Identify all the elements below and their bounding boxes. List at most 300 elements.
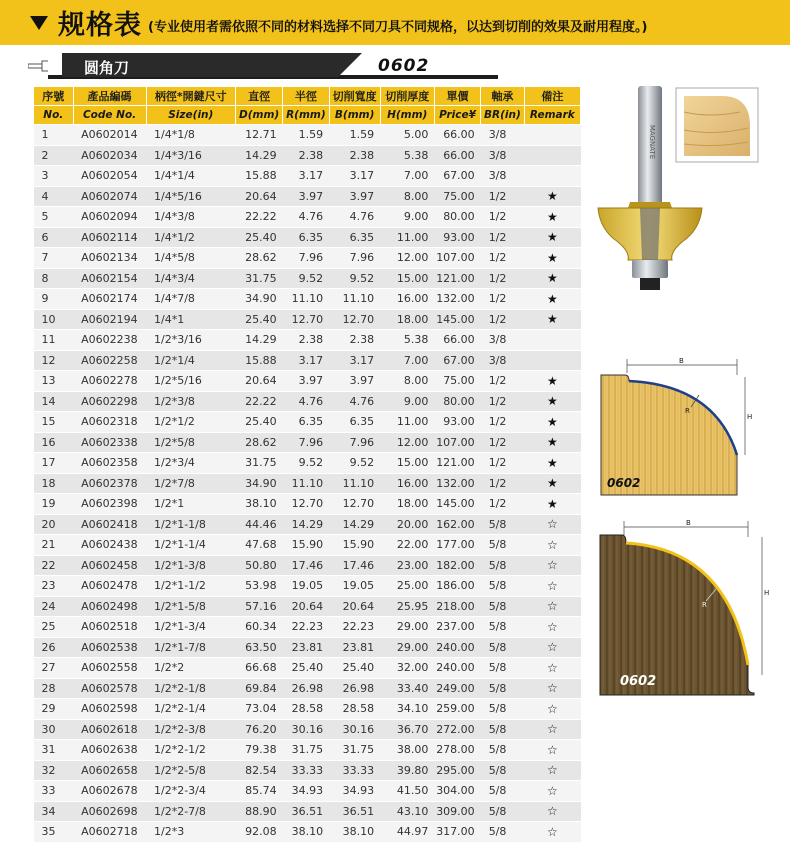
- spec-table: [33, 86, 581, 843]
- table-cell: 12.71: [236, 125, 283, 146]
- table-cell: 28.62: [236, 432, 283, 453]
- table-cell: 5/8: [481, 617, 525, 638]
- table-cell: 12.70: [283, 494, 329, 515]
- table-cell: 12.00: [380, 432, 434, 453]
- table-row: [34, 535, 581, 556]
- table-cell: 3/8: [481, 125, 525, 146]
- table-cell: 3/8: [481, 145, 525, 166]
- table-cell: 1/2: [481, 268, 525, 289]
- table-cell: 22.22: [236, 207, 283, 228]
- table-cell: 34.90: [236, 473, 283, 494]
- table-cell: 9: [34, 289, 74, 310]
- profile-diagram-small: [595, 355, 765, 500]
- table-row: [34, 145, 581, 166]
- table-cell: ★: [524, 289, 580, 310]
- table-cell: 9.52: [283, 453, 329, 474]
- table-cell: 1/2: [481, 309, 525, 330]
- table-cell: 38.10: [283, 822, 329, 843]
- table-cell: 1/2*3/16: [146, 330, 236, 351]
- table-cell: 132.00: [434, 473, 480, 494]
- table-cell: ☆: [524, 740, 580, 761]
- table-cell: 1/2*3/4: [146, 453, 236, 474]
- table-row: [34, 617, 581, 638]
- table-cell: 67.00: [434, 350, 480, 371]
- table-cell: 23: [34, 576, 74, 597]
- table-cell: 1/2*2-3/8: [146, 719, 236, 740]
- table-cell: ☆: [524, 637, 580, 658]
- table-cell: 12.70: [329, 309, 380, 330]
- table-row: [34, 514, 581, 535]
- table-cell: 1/2: [481, 453, 525, 474]
- table-cell: 36.51: [283, 801, 329, 822]
- table-cell: 5/8: [481, 576, 525, 597]
- table-body: [34, 125, 581, 843]
- table-cell: 5.00: [380, 125, 434, 146]
- table-row: [34, 125, 581, 146]
- table-cell: 33.40: [380, 678, 434, 699]
- table-row: [34, 309, 581, 330]
- triangle-down-icon: [30, 16, 48, 30]
- table-cell: 4.76: [283, 391, 329, 412]
- table-cell: 3.97: [329, 186, 380, 207]
- table-cell: 25.95: [380, 596, 434, 617]
- table-cell: 75.00: [434, 186, 480, 207]
- table-cell: A0602678: [73, 781, 146, 802]
- table-cell: 17.46: [283, 555, 329, 576]
- table-cell: 7.96: [283, 248, 329, 269]
- table-cell: 1/2*1-7/8: [146, 637, 236, 658]
- table-cell: 6.35: [329, 227, 380, 248]
- table-cell: 80.00: [434, 207, 480, 228]
- column-header-cn: 切削寬度: [329, 87, 380, 106]
- table-cell: 28: [34, 678, 74, 699]
- table-cell: 20.64: [329, 596, 380, 617]
- table-row: [34, 760, 581, 781]
- table-cell: 1/4*3/8: [146, 207, 236, 228]
- table-cell: 1: [34, 125, 74, 146]
- table-cell: 1/4*1: [146, 309, 236, 330]
- table-cell: 2.38: [283, 330, 329, 351]
- table-cell: 107.00: [434, 432, 480, 453]
- table-cell: 15.90: [329, 535, 380, 556]
- table-cell: A0602194: [73, 309, 146, 330]
- table-cell: 3.97: [283, 186, 329, 207]
- table-cell: 28.58: [329, 699, 380, 720]
- table-cell: 43.10: [380, 801, 434, 822]
- table-cell: 5/8: [481, 658, 525, 679]
- table-cell: 32.00: [380, 658, 434, 679]
- table-cell: 7.00: [380, 350, 434, 371]
- table-cell: 19.05: [329, 576, 380, 597]
- table-cell: A0602578: [73, 678, 146, 699]
- table-cell: 132.00: [434, 289, 480, 310]
- table-cell: ★: [524, 473, 580, 494]
- table-cell: ★: [524, 371, 580, 392]
- table-cell: 177.00: [434, 535, 480, 556]
- table-cell: 5.38: [380, 145, 434, 166]
- table-row: [34, 637, 581, 658]
- table-cell: 7.96: [283, 432, 329, 453]
- table-cell: 34.10: [380, 699, 434, 720]
- table-cell: 12.00: [380, 248, 434, 269]
- table-cell: 6.35: [283, 412, 329, 433]
- table-cell: 20.64: [283, 596, 329, 617]
- table-cell: A0602458: [73, 555, 146, 576]
- table-cell: 7.96: [329, 248, 380, 269]
- table-cell: 27: [34, 658, 74, 679]
- table-cell: [524, 166, 580, 187]
- table-cell: 80.00: [434, 391, 480, 412]
- table-cell: 6.35: [329, 412, 380, 433]
- table-cell: 4.76: [329, 391, 380, 412]
- banner-title: 规格表: [58, 10, 142, 41]
- table-cell: 34.93: [329, 781, 380, 802]
- table-cell: A0602318: [73, 412, 146, 433]
- table-cell: ★: [524, 432, 580, 453]
- title-banner: [0, 0, 790, 45]
- table-cell: [524, 330, 580, 351]
- table-cell: 5/8: [481, 637, 525, 658]
- table-cell: 304.00: [434, 781, 480, 802]
- diagram-model-small: 0602: [607, 476, 641, 490]
- table-cell: 38.10: [236, 494, 283, 515]
- table-cell: 67.00: [434, 166, 480, 187]
- table-cell: A0602538: [73, 637, 146, 658]
- table-cell: 1/2*1-1/2: [146, 576, 236, 597]
- table-cell: 4.76: [283, 207, 329, 228]
- column-header-en: R(mm): [283, 106, 329, 125]
- table-cell: 3.17: [283, 350, 329, 371]
- table-cell: 1.59: [329, 125, 380, 146]
- table-cell: 1/2*1-5/8: [146, 596, 236, 617]
- table-cell: 3/8: [481, 350, 525, 371]
- table-cell: 33.33: [329, 760, 380, 781]
- column-header-en: No.: [34, 106, 74, 125]
- table-cell: 121.00: [434, 268, 480, 289]
- table-cell: 1/4*1/2: [146, 227, 236, 248]
- table-cell: 107.00: [434, 248, 480, 269]
- table-cell: 240.00: [434, 658, 480, 679]
- table-cell: 14.29: [329, 514, 380, 535]
- dimension-h-label-small: H: [747, 413, 753, 421]
- table-cell: 7: [34, 248, 74, 269]
- table-cell: 1/2*2-1/8: [146, 678, 236, 699]
- table-cell: 41.50: [380, 781, 434, 802]
- column-header-en: D(mm): [236, 106, 283, 125]
- table-cell: A0602094: [73, 207, 146, 228]
- table-cell: 1/2: [481, 391, 525, 412]
- table-cell: 12.70: [329, 494, 380, 515]
- table-cell: 4.76: [329, 207, 380, 228]
- table-cell: 1/2*1-1/8: [146, 514, 236, 535]
- table-cell: 3.17: [329, 166, 380, 187]
- table-cell: A0602418: [73, 514, 146, 535]
- table-row: [34, 658, 581, 679]
- table-cell: 25.40: [329, 658, 380, 679]
- table-cell: A0602154: [73, 268, 146, 289]
- bit-shank-text: MAGNATE: [648, 124, 656, 160]
- table-cell: 19.05: [283, 576, 329, 597]
- table-cell: 16.00: [380, 473, 434, 494]
- table-cell: 1/2*1-1/4: [146, 535, 236, 556]
- table-cell: 278.00: [434, 740, 480, 761]
- table-cell: 11: [34, 330, 74, 351]
- table-cell: 9.00: [380, 207, 434, 228]
- table-cell: 28.58: [283, 699, 329, 720]
- table-cell: A0602618: [73, 719, 146, 740]
- table-row: [34, 432, 581, 453]
- table-cell: 1/4*1/4: [146, 166, 236, 187]
- table-cell: 29: [34, 699, 74, 720]
- table-cell: [524, 125, 580, 146]
- table-cell: 23.00: [380, 555, 434, 576]
- table-row: [34, 227, 581, 248]
- table-cell: 69.84: [236, 678, 283, 699]
- table-cell: 6.35: [283, 227, 329, 248]
- table-cell: A0602014: [73, 125, 146, 146]
- table-cell: A0602478: [73, 576, 146, 597]
- table-cell: 44.46: [236, 514, 283, 535]
- table-cell: 11.00: [380, 412, 434, 433]
- table-cell: 38.10: [329, 822, 380, 843]
- table-cell: A0602638: [73, 740, 146, 761]
- table-cell: 309.00: [434, 801, 480, 822]
- column-header-cn: 單價: [434, 87, 480, 106]
- table-cell: ☆: [524, 658, 580, 679]
- table-cell: 9.52: [329, 268, 380, 289]
- table-cell: 24: [34, 596, 74, 617]
- table-cell: 16: [34, 432, 74, 453]
- table-cell: 20.64: [236, 186, 283, 207]
- table-row: [34, 678, 581, 699]
- table-cell: ☆: [524, 822, 580, 843]
- table-cell: 15.00: [380, 453, 434, 474]
- table-cell: 22.23: [329, 617, 380, 638]
- table-cell: 1/2: [481, 412, 525, 433]
- table-cell: 5/8: [481, 596, 525, 617]
- table-cell: 34.93: [283, 781, 329, 802]
- table-cell: 237.00: [434, 617, 480, 638]
- table-cell: A0602174: [73, 289, 146, 310]
- table-cell: 1/4*5/8: [146, 248, 236, 269]
- table-cell: 25.40: [236, 412, 283, 433]
- table-cell: 5/8: [481, 699, 525, 720]
- table-cell: A0602034: [73, 145, 146, 166]
- table-cell: 5/8: [481, 719, 525, 740]
- table-cell: 1/2: [481, 248, 525, 269]
- column-header-en: H(mm): [380, 106, 434, 125]
- table-cell: 2.38: [283, 145, 329, 166]
- column-header-en: Price¥: [434, 106, 480, 125]
- table-cell: 5.38: [380, 330, 434, 351]
- table-cell: 44.97: [380, 822, 434, 843]
- table-cell: ☆: [524, 617, 580, 638]
- table-cell: 85.74: [236, 781, 283, 802]
- table-cell: 60.34: [236, 617, 283, 638]
- table-cell: 5/8: [481, 514, 525, 535]
- radius-label-small: R: [685, 407, 690, 415]
- table-cell: 30: [34, 719, 74, 740]
- table-cell: 8.00: [380, 186, 434, 207]
- table-cell: A0602498: [73, 596, 146, 617]
- router-bit-image: [590, 82, 790, 302]
- table-cell: ☆: [524, 699, 580, 720]
- table-cell: 6: [34, 227, 74, 248]
- table-cell: 2: [34, 145, 74, 166]
- table-row: [34, 166, 581, 187]
- column-header-en: Code No.: [73, 106, 146, 125]
- table-cell: 18: [34, 473, 74, 494]
- table-cell: 1/2: [481, 227, 525, 248]
- table-cell: 5/8: [481, 801, 525, 822]
- column-header-cn: 備注: [524, 87, 580, 106]
- column-header-cn: 序號: [34, 87, 74, 106]
- table-cell: 1/2*5/8: [146, 432, 236, 453]
- table-cell: 1/2*2: [146, 658, 236, 679]
- table-cell: A0602438: [73, 535, 146, 556]
- table-header-en: [34, 106, 581, 125]
- table-cell: 31.75: [329, 740, 380, 761]
- table-cell: 272.00: [434, 719, 480, 740]
- table-cell: ☆: [524, 678, 580, 699]
- table-cell: 1/2: [481, 473, 525, 494]
- table-cell: 18.00: [380, 309, 434, 330]
- table-cell: A0602134: [73, 248, 146, 269]
- table-cell: 317.00: [434, 822, 480, 843]
- table-cell: 21: [34, 535, 74, 556]
- table-cell: 1/2*5/16: [146, 371, 236, 392]
- table-row: [34, 248, 581, 269]
- table-cell: 75.00: [434, 371, 480, 392]
- table-cell: 1/4*1/8: [146, 125, 236, 146]
- dimension-h-label-large: H: [764, 589, 770, 597]
- column-header-cn: 產品編碼: [73, 87, 146, 106]
- table-cell: ☆: [524, 781, 580, 802]
- table-row: [34, 268, 581, 289]
- table-row: [34, 473, 581, 494]
- table-cell: 57.16: [236, 596, 283, 617]
- table-cell: 7.96: [329, 432, 380, 453]
- table-cell: A0602518: [73, 617, 146, 638]
- table-cell: 3/8: [481, 166, 525, 187]
- table-cell: 34: [34, 801, 74, 822]
- radius-label-large: R: [702, 601, 707, 609]
- table-row: [34, 391, 581, 412]
- table-cell: 20: [34, 514, 74, 535]
- table-cell: 9.00: [380, 391, 434, 412]
- table-cell: 182.00: [434, 555, 480, 576]
- table-cell: 29.00: [380, 617, 434, 638]
- table-cell: 23.81: [283, 637, 329, 658]
- table-cell: 30.16: [283, 719, 329, 740]
- table-row: [34, 576, 581, 597]
- table-cell: ☆: [524, 576, 580, 597]
- table-cell: 36.51: [329, 801, 380, 822]
- table-cell: A0602258: [73, 350, 146, 371]
- table-cell: 7.00: [380, 166, 434, 187]
- table-cell: 35: [34, 822, 74, 843]
- dimension-b-label-large: B: [686, 519, 691, 527]
- table-cell: 16.00: [380, 289, 434, 310]
- table-cell: 1/2*1-3/4: [146, 617, 236, 638]
- table-cell: 26.98: [283, 678, 329, 699]
- table-cell: 4: [34, 186, 74, 207]
- table-cell: 1/2: [481, 186, 525, 207]
- table-cell: 11.10: [283, 289, 329, 310]
- table-row: [34, 699, 581, 720]
- table-cell: 1/4*7/8: [146, 289, 236, 310]
- table-cell: 2.38: [329, 145, 380, 166]
- table-cell: 11.10: [283, 473, 329, 494]
- table-cell: 88.90: [236, 801, 283, 822]
- table-cell: 3: [34, 166, 74, 187]
- table-row: [34, 494, 581, 515]
- table-cell: 22: [34, 555, 74, 576]
- table-cell: 1/2*2-1/4: [146, 699, 236, 720]
- column-header-en: Size(in): [146, 106, 236, 125]
- table-row: [34, 412, 581, 433]
- table-cell: 11.00: [380, 227, 434, 248]
- table-cell: A0602698: [73, 801, 146, 822]
- table-cell: 1/2: [481, 207, 525, 228]
- table-cell: 31.75: [236, 453, 283, 474]
- table-cell: 73.04: [236, 699, 283, 720]
- table-cell: 50.80: [236, 555, 283, 576]
- column-header-cn: 柄徑*開鍵尺寸: [146, 87, 236, 106]
- table-cell: 15.00: [380, 268, 434, 289]
- table-cell: 25: [34, 617, 74, 638]
- table-cell: 1/2*1/4: [146, 350, 236, 371]
- table-cell: 31.75: [283, 740, 329, 761]
- table-cell: 82.54: [236, 760, 283, 781]
- table-cell: 18.00: [380, 494, 434, 515]
- table-cell: 1/2*2-7/8: [146, 801, 236, 822]
- table-cell: ☆: [524, 514, 580, 535]
- table-cell: 33.33: [283, 760, 329, 781]
- table-cell: 3.17: [329, 350, 380, 371]
- table-cell: 5/8: [481, 760, 525, 781]
- table-cell: 14: [34, 391, 74, 412]
- table-cell: 15.90: [283, 535, 329, 556]
- table-row: [34, 371, 581, 392]
- table-cell: ☆: [524, 596, 580, 617]
- table-cell: 30.16: [329, 719, 380, 740]
- table-row: [34, 596, 581, 617]
- table-cell: 31: [34, 740, 74, 761]
- table-cell: 22.00: [380, 535, 434, 556]
- table-cell: 1/2: [481, 494, 525, 515]
- table-cell: 121.00: [434, 453, 480, 474]
- table-cell: 5/8: [481, 535, 525, 556]
- table-cell: 1/2*7/8: [146, 473, 236, 494]
- table-cell: 2.38: [329, 330, 380, 351]
- table-cell: 5/8: [481, 555, 525, 576]
- table-cell: 92.08: [236, 822, 283, 843]
- table-cell: 36.70: [380, 719, 434, 740]
- table-cell: ★: [524, 453, 580, 474]
- table-cell: 28.62: [236, 248, 283, 269]
- table-cell: 5: [34, 207, 74, 228]
- table-cell: 5/8: [481, 740, 525, 761]
- table-cell: 11.10: [329, 289, 380, 310]
- table-cell: 25.00: [380, 576, 434, 597]
- table-cell: 20.00: [380, 514, 434, 535]
- table-cell: ☆: [524, 719, 580, 740]
- table-cell: 17: [34, 453, 74, 474]
- table-cell: A0602114: [73, 227, 146, 248]
- table-cell: 1/2*1/2: [146, 412, 236, 433]
- table-row: [34, 330, 581, 351]
